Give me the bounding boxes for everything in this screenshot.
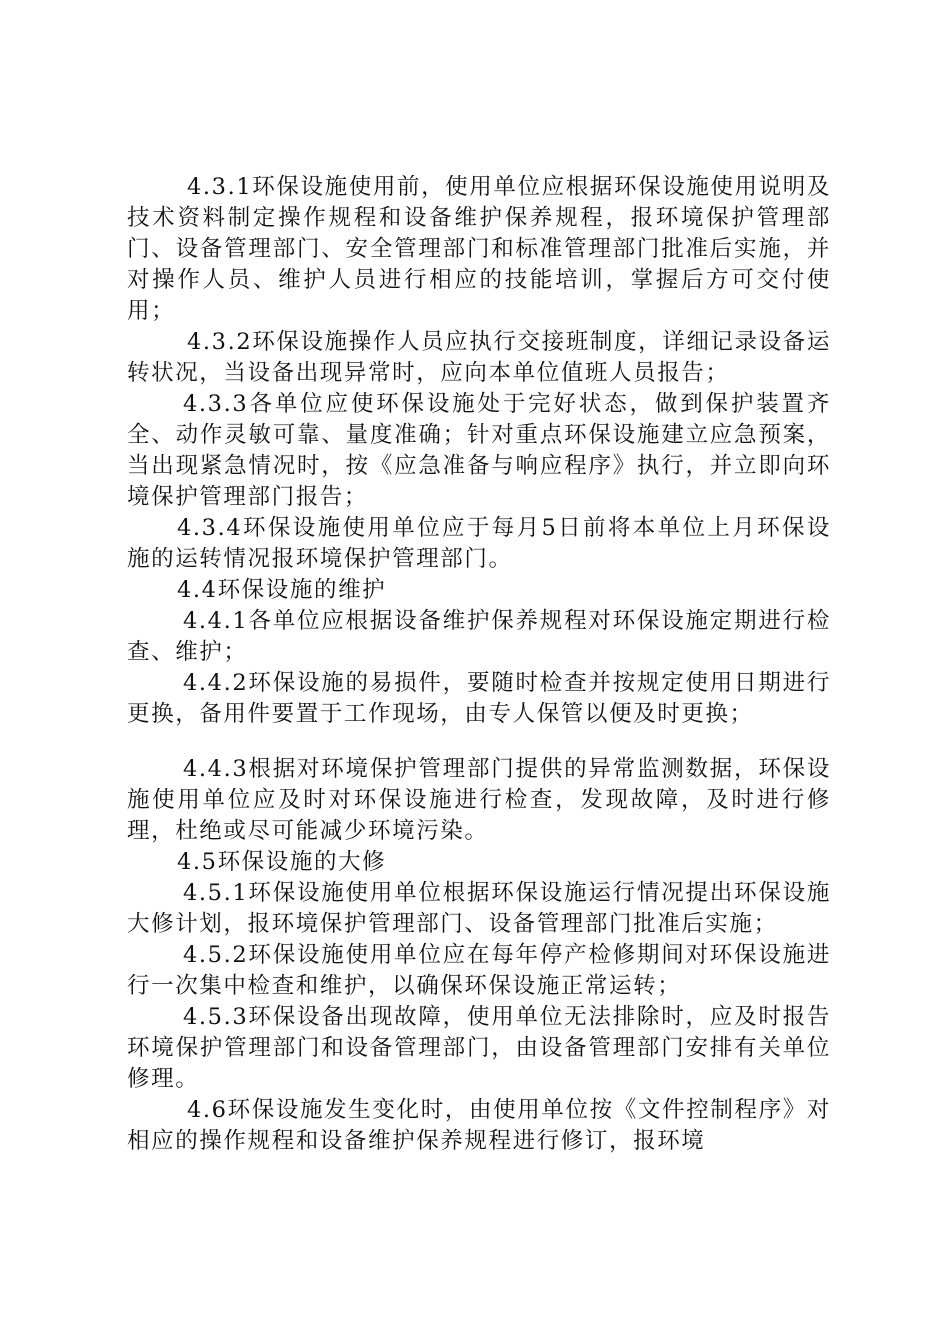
paragraph-4-4-3: 4.4.3根据对环境保护管理部门提供的异常监测数据，环保设施使用单位应及时对环保设施进行检查，发现故障，及时进行修理，杜绝或尽可能减少环境污染。 bbox=[127, 756, 831, 844]
paragraph-4-3-1: 4.3.1环保设施使用前，使用单位应根据环保设施使用说明及技术资料制定操作规程和设备维护保养规程，报环境保护管理部门、设备管理部门、安全管理部门和标准管理部门批准后实施，并对操作人员、维护人员进行相应的技能培训，掌握后方可交付使用； bbox=[127, 174, 831, 324]
paragraph-4-5-1: 4.5.1环保设施使用单位根据环保设施运行情况提出环保设施大修计划，报环境保护管理部门、设备管理部门批准后实施； bbox=[127, 880, 831, 937]
paragraph-gap bbox=[127, 730, 831, 754]
paragraph-4-3-4: 4.3.4环保设施使用单位应于每月5日前将本单位上月环保设施的运转情况报环境保护管理部门。 bbox=[127, 515, 831, 572]
document-body bbox=[127, 172, 831, 1157]
heading-4-5: 4.5环保设施的大修 bbox=[177, 849, 387, 875]
paragraph-4-3-3: 4.3.3各单位应使环保设施处于完好状态，做到保护装置齐全、动作灵敏可靠、量度准确；针对重点环保设施建立应急预案，当出现紧急情况时，按《应急准备与响应程序》执行，并立即向环境保护管理部门报告； bbox=[127, 391, 831, 510]
paragraph-4-5-2: 4.5.2环保设施使用单位应在每年停产检修期间对环保设施进行一次集中检查和维护，以确保环保设施正常运转； bbox=[127, 942, 831, 999]
paragraph-4-5-3: 4.5.3环保设备出现故障，使用单位无法排除时，应及时报告环境保护管理部门和设备管理部门，由设备管理部门安排有关单位修理。 bbox=[127, 1004, 831, 1092]
paragraph-4-3-2: 4.3.2环保设施操作人员应执行交接班制度，详细记录设备运转状况，当设备出现异常时，应向本单位值班人员报告； bbox=[127, 329, 831, 386]
paragraph-4-4-1: 4.4.1各单位应根据设备维护保养规程对环保设施定期进行检查、维护； bbox=[127, 608, 831, 665]
paragraph-4-4-2: 4.4.2环保设施的易损件，要随时检查并按规定使用日期进行更换，备用件要置于工作现场，由专人保管以便及时更换； bbox=[127, 670, 831, 727]
heading-4-4: 4.4环保设施的维护 bbox=[177, 577, 387, 603]
paragraph-4-6: 4.6环保设施发生变化时，由使用单位按《文件控制程序》对相应的操作规程和设备维护保养规程进行修订，报环境 bbox=[127, 1097, 831, 1154]
